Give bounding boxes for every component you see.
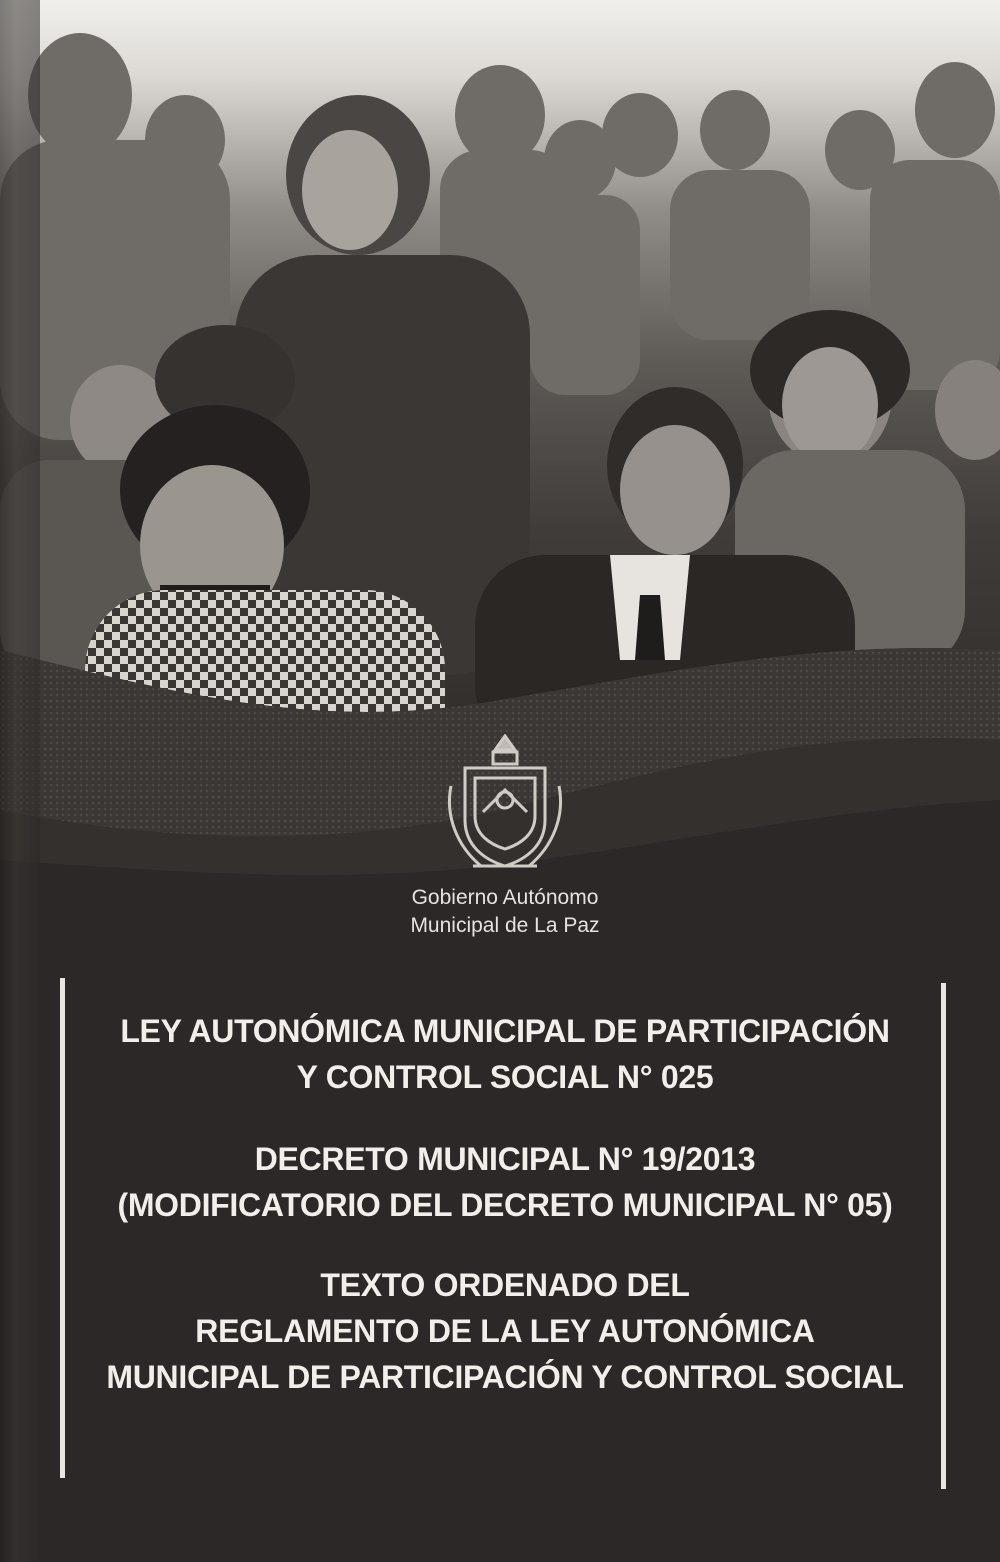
issuer-line-2: Municipal de La Paz: [410, 914, 600, 937]
decree-title-line-2: (MODIFICATORIO DEL DECRETO MUNICIPAL N° 05): [117, 1187, 893, 1223]
issuer-line-1: Gobierno Autónomo: [411, 886, 599, 909]
law-title-line-1: LEY AUTONÓMICA MUNICIPAL DE PARTICIPACIÓN: [120, 1013, 890, 1049]
regulation-title-line-2: REGLAMENTO DE LA LEY AUTONÓMICA: [195, 1313, 815, 1349]
decree-title: [100, 1136, 910, 1228]
regulation-title-line-1: TEXTO ORDENADO DEL: [320, 1267, 690, 1303]
law-title-line-2: Y CONTROL SOCIAL N° 025: [296, 1059, 714, 1095]
left-rule: [60, 978, 65, 1478]
issuer-name: [380, 884, 630, 940]
regulation-title: [100, 1262, 910, 1400]
cover-titles: [100, 1008, 910, 1400]
cover-spine: [0, 0, 40, 1562]
coat-of-arms-icon: [443, 734, 567, 876]
decree-title-line-1: DECRETO MUNICIPAL N° 19/2013: [254, 1141, 756, 1177]
regulation-title-line-3: MUNICIPAL DE PARTICIPACIÓN Y CONTROL SOCIAL: [106, 1359, 904, 1395]
right-rule: [941, 983, 946, 1489]
law-title: [100, 1008, 910, 1100]
